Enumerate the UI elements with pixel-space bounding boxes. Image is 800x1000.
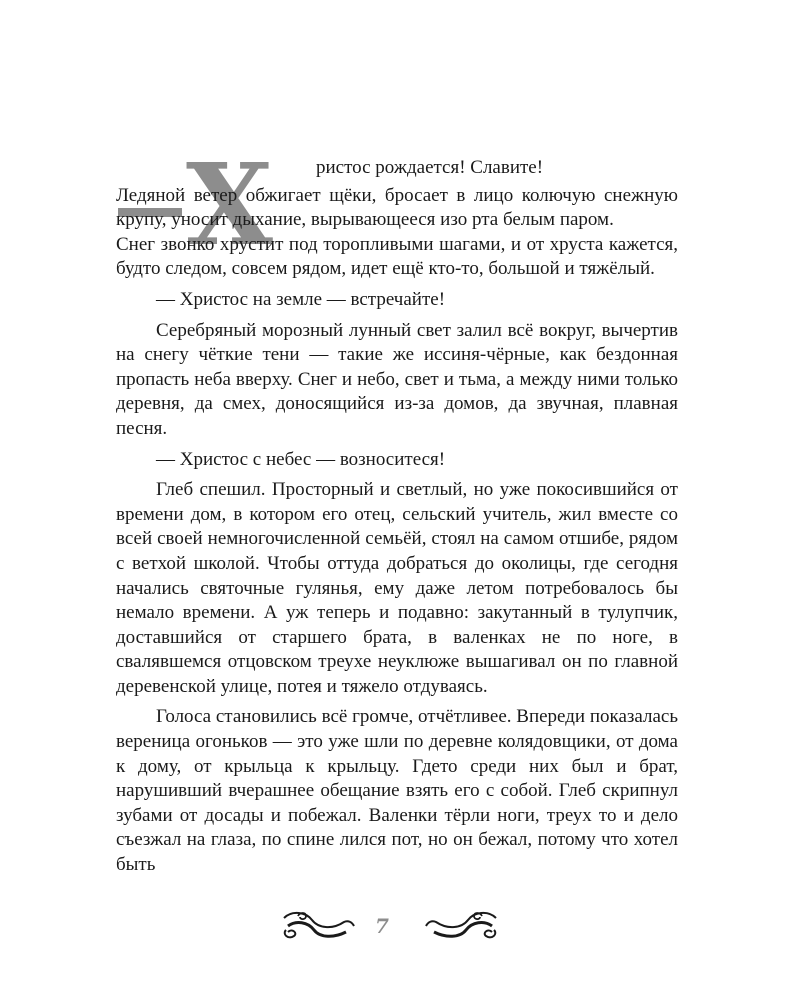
- paragraph-2-rest: Снег звонко хрустит под торопливыми шагами, и от хруста кажется, будто следом, совсем рядом, идет ещё кто-то, большой и тяжёлый.: [116, 233, 678, 280]
- page-number: 7: [375, 914, 389, 938]
- flourish-ornament-right-icon: [422, 908, 502, 942]
- paragraph-6: Глеб спешил. Просторный и светлый, но уже покосившийся от времени дом, в котором его отец, сельский учитель, жил вместе со всей своей немногочисленной семьёй, стоял на самом отшибе, рядом с ветхой школой. Чтобы оттуда добраться до околицы, где сегодня начались святочные гулянья, ему даже летом потребовалось бы немало времени. А уж теперь и подавно: закутанный в тулупчик, доставшийся от старшего брата, в валенках не по ноге, в свалявшемся отцовском треухе неуклюже вышагивал он по главной деревенской улице, потея и тяжело отдуваясь.: [116, 479, 678, 697]
- body-text: [116, 156, 678, 884]
- paragraph-1: ристос рождается! Славите!: [316, 157, 544, 178]
- flourish-ornament-left-icon: [278, 908, 358, 942]
- paragraph-5: — Христос с небес — возноситеся!: [156, 448, 446, 470]
- dropcap-letter: Х: [186, 140, 273, 271]
- page-footer: [0, 900, 800, 960]
- paragraph-3: — Христос на земле — встречайте!: [156, 288, 446, 310]
- paragraph-2: [116, 184, 678, 282]
- paragraph-7: Голоса становились всё громче, отчётливее. Впереди показалась вереница огоньков — это уже шли по деревне колядовщики, от дома к дому, от крыльца к крыльцу. Гдето среди них был и брат, нарушивший вчерашнее обещание взять его с собой. Глеб скрипнул зубами от досады и побежал. Валенки тёрли ноги, треух то и дело съезжал на глаза, по спине лился пот, но он бежал, потому что хотел быть: [116, 706, 678, 876]
- paragraph-2-wrapped: Ледяной ветер обжигает щёки, бросает в лицо колючую снежную крупу, уносит дыхание, вырывающееся изо рта белым паром.: [116, 184, 678, 231]
- paragraph-4: Серебряный морозный лунный свет залил всё вокруг, вычертив на снегу чёткие тени — такие же иссиня-чёрные, как бездонная пропасть неба вверху. Снег и небо, свет и тьма, а между ними только деревня, да смех, доносящийся из-за домов, да звучная, плавная песня.: [116, 319, 678, 439]
